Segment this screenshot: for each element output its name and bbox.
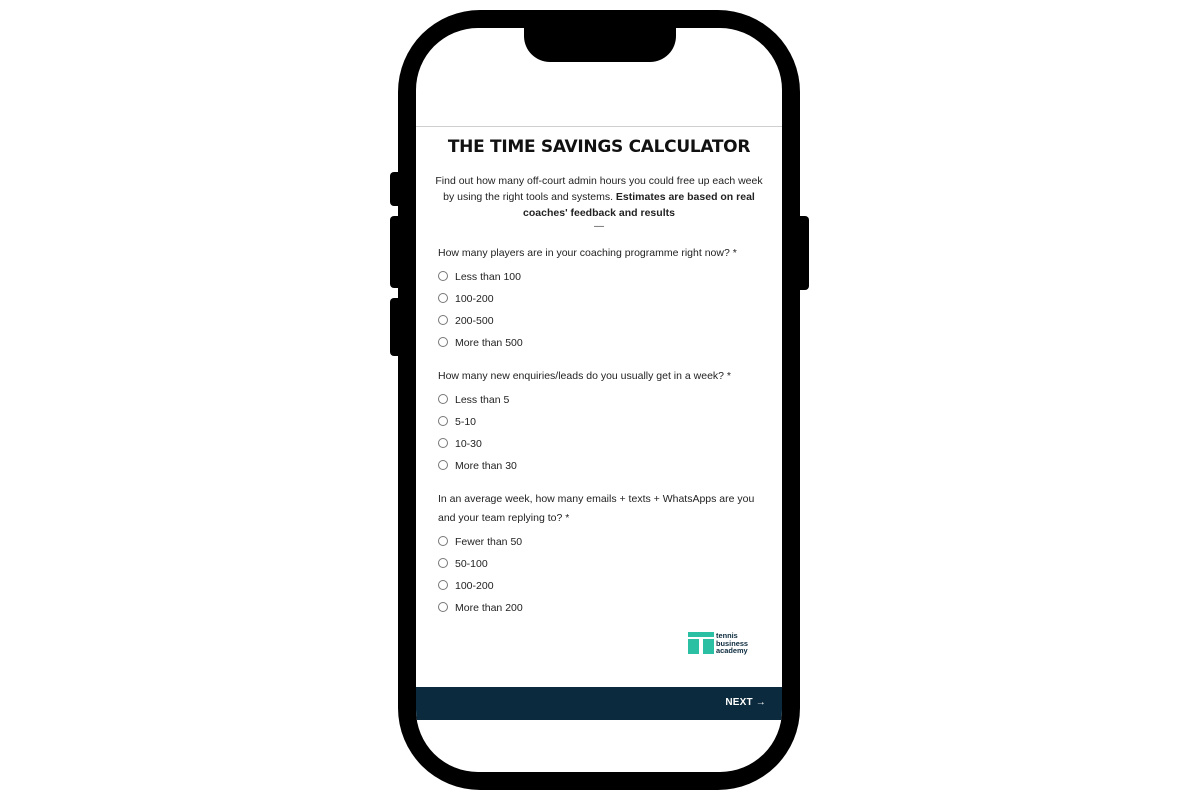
- phone-screen: [416, 28, 782, 772]
- radio-button[interactable]: [438, 438, 448, 448]
- radio-button[interactable]: [438, 416, 448, 426]
- option-label: Less than 5: [455, 394, 510, 406]
- logo-wordmark: [716, 632, 748, 655]
- radio-button[interactable]: [438, 558, 448, 568]
- option-messages-more-than-200[interactable]: [438, 601, 523, 615]
- intro-description: Find out how many off-court admin hours you could free up each week by using the right tools and systems.: [435, 175, 763, 203]
- option-players-100-200[interactable]: [438, 292, 494, 306]
- footer-bar: [416, 687, 782, 720]
- option-players-less-than-100[interactable]: [438, 270, 521, 284]
- power-button: [796, 216, 809, 290]
- radio-button[interactable]: [438, 337, 448, 347]
- radio-button[interactable]: [438, 271, 448, 281]
- option-players-more-than-500[interactable]: [438, 336, 523, 350]
- logo-icon: [688, 632, 714, 654]
- mute-switch: [390, 172, 402, 206]
- option-label: 5-10: [455, 416, 477, 428]
- question-players: How many players are in your coaching programme right now? *: [438, 247, 737, 259]
- volume-up-button: [390, 216, 402, 288]
- option-label: Less than 100: [455, 271, 521, 283]
- option-label: 100-200: [455, 580, 494, 592]
- option-messages-50-100[interactable]: [438, 557, 488, 571]
- question-messages: In an average week, how many emails + texts + WhatsApps are you and your team replying to? *: [438, 493, 755, 524]
- radio-button[interactable]: [438, 536, 448, 546]
- option-label: 200-500: [455, 315, 494, 327]
- radio-button[interactable]: [438, 602, 448, 612]
- volume-down-button: [390, 298, 402, 356]
- page-title: THE TIME SAVINGS CALCULATOR: [447, 137, 751, 157]
- option-label: 10-30: [455, 438, 482, 450]
- option-enquiries-10-30[interactable]: [438, 437, 482, 451]
- question-enquiries: How many new enquiries/leads do you usually get in a week? *: [438, 370, 732, 382]
- logo-line-academy: academy: [716, 646, 748, 656]
- option-messages-100-200[interactable]: [438, 579, 494, 593]
- radio-button[interactable]: [438, 460, 448, 470]
- radio-button[interactable]: [438, 293, 448, 303]
- option-enquiries-5-10[interactable]: [438, 415, 476, 429]
- option-label: More than 500: [455, 337, 523, 349]
- intro-text: [434, 173, 764, 221]
- option-players-200-500[interactable]: [438, 314, 494, 328]
- option-messages-fewer-than-50[interactable]: [438, 535, 522, 549]
- radio-button[interactable]: [438, 394, 448, 404]
- tennis-business-academy-logo: [688, 632, 760, 656]
- option-label: Fewer than 50: [455, 536, 523, 548]
- logo-line-tennis: tennis: [716, 631, 738, 640]
- option-label: 100-200: [455, 293, 494, 305]
- panel-top-divider: [416, 126, 782, 127]
- option-enquiries-less-than-5[interactable]: [438, 393, 509, 407]
- option-label: More than 30: [455, 460, 517, 472]
- logo-line-business: business: [716, 638, 749, 648]
- next-button[interactable]: NEXT →: [725, 697, 766, 708]
- intro-emphasis: Estimates are based on real coaches' feedback and results: [523, 191, 755, 219]
- option-label: 50-100: [455, 558, 488, 570]
- phone-notch: [524, 10, 676, 62]
- intro-divider: —: [594, 221, 604, 232]
- option-label: More than 200: [455, 602, 523, 614]
- radio-button[interactable]: [438, 580, 448, 590]
- option-enquiries-more-than-30[interactable]: [438, 459, 517, 473]
- radio-button[interactable]: [438, 315, 448, 325]
